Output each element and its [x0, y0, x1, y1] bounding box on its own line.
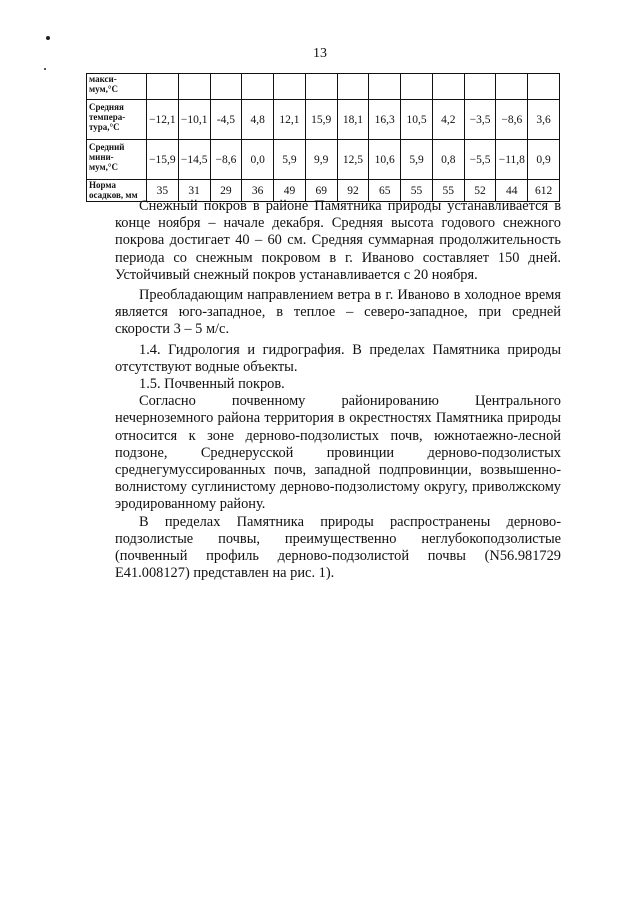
table-cell — [210, 74, 242, 100]
table-cell: −15,9 — [147, 140, 179, 180]
body-text — [115, 198, 561, 582]
table-cell: −11,8 — [496, 140, 528, 180]
page-number: 13 — [313, 46, 327, 61]
table-cell — [369, 74, 401, 100]
table-cell: 5,9 — [401, 140, 433, 180]
table-cell: 36 — [242, 180, 274, 202]
row-label — [87, 74, 147, 100]
table-cell: 29 — [210, 180, 242, 202]
table-cell — [274, 74, 306, 100]
table-row — [87, 100, 560, 140]
table-cell: 31 — [178, 180, 210, 202]
table-cell: 4,2 — [432, 100, 464, 140]
table-cell: 9,9 — [305, 140, 337, 180]
table-cell: 55 — [401, 180, 433, 202]
row-label-line: Средний — [89, 142, 125, 152]
climate-table — [86, 73, 560, 202]
paragraph-snow-cover: Снежный покров в районе Памятника природы устанавливается в конце ноября – начале декабря. Средняя высота годового снежного покрова достигает 40 – 60 см. Средняя суммарная продолжительность периода со снежным покровом в г. Иваново составляет 150 дней. Устойчивый снежный покров устанавливается с 20 ноября. — [115, 198, 561, 283]
table-cell: 612 — [528, 180, 560, 202]
table-cell: −8,6 — [496, 100, 528, 140]
paragraph-wind: Преобладающим направлением ветра в г. Иваново в холодное время является юго-западное, в теплое – северо-западное, при средней скорости 3 – 5 м/с. — [115, 287, 561, 338]
table-cell: 3,6 — [528, 100, 560, 140]
paragraph-soil-zoning: Согласно почвенному районированию Центрального нечерноземного района территория в окрестностях Памятника природы относится к зоне дерново-подзолистых почв, южнотаежно-лесной подзоне, Среднерусской провинции дерново-подзолистых среднегумуссированных почв, западной подпровинции, возвышенно-волнистому суглинистому дерново-подзолистому округу, приволжскому эродированному району. — [115, 393, 561, 513]
table-cell: 18,1 — [337, 100, 369, 140]
table-cell: 16,3 — [369, 100, 401, 140]
table-cell: −14,5 — [178, 140, 210, 180]
scan-mark — [44, 68, 46, 70]
table-cell: 69 — [305, 180, 337, 202]
table-cell: 15,9 — [305, 100, 337, 140]
row-label — [87, 100, 147, 140]
table-cell: -4,5 — [210, 100, 242, 140]
table-cell — [401, 74, 433, 100]
table-cell: 55 — [432, 180, 464, 202]
table-cell — [305, 74, 337, 100]
table-cell: −10,1 — [178, 100, 210, 140]
table-row — [87, 140, 560, 180]
table-cell: 0,0 — [242, 140, 274, 180]
table-cell — [337, 74, 369, 100]
table-cell — [147, 74, 179, 100]
table-cell: −5,5 — [464, 140, 496, 180]
row-label-line: осадков, мм — [89, 190, 138, 200]
table-cell: 5,9 — [274, 140, 306, 180]
table-cell: 10,5 — [401, 100, 433, 140]
row-label-line: мум,°C — [89, 84, 118, 94]
table-cell: 35 — [147, 180, 179, 202]
table-cell — [528, 74, 560, 100]
row-label-line: Средняя — [89, 102, 124, 112]
table-cell — [432, 74, 464, 100]
paragraph-hydrology: 1.4. Гидрология и гидрография. В пределах Памятника природы отсутствуют водные объекты. — [115, 341, 561, 375]
table-cell: −3,5 — [464, 100, 496, 140]
table-cell: 65 — [369, 180, 401, 202]
table-cell — [242, 74, 274, 100]
table-cell: 44 — [496, 180, 528, 202]
row-label — [87, 140, 147, 180]
table-cell: 12,1 — [274, 100, 306, 140]
row-label-line: темпера- — [89, 112, 126, 122]
row-label-line: макси- — [89, 74, 117, 84]
table-cell — [496, 74, 528, 100]
table-cell: 4,8 — [242, 100, 274, 140]
table-cell — [178, 74, 210, 100]
table-cell: −8,6 — [210, 140, 242, 180]
table-cell: 52 — [464, 180, 496, 202]
table-cell: 92 — [337, 180, 369, 202]
table-cell: 10,6 — [369, 140, 401, 180]
row-label-line: тура,°C — [89, 122, 120, 132]
row-label-line: Норма — [89, 180, 116, 190]
table-cell: 12,5 — [337, 140, 369, 180]
table-row — [87, 74, 560, 100]
table-cell: 0,9 — [528, 140, 560, 180]
table-cell: 49 — [274, 180, 306, 202]
section-heading-soil: 1.5. Почвенный покров. — [139, 376, 285, 393]
row-label-line: мум,°C — [89, 162, 118, 172]
table-cell: −12,1 — [147, 100, 179, 140]
scan-mark — [46, 36, 50, 40]
row-label-line: мини- — [89, 152, 114, 162]
table-cell — [464, 74, 496, 100]
table-cell: 0,8 — [432, 140, 464, 180]
paragraph-soil-types: В пределах Памятника природы распространены дерново-подзолистые почвы, преимущественно неглубокоподзолистые (почвенный профиль дерново-подзолистой почвы (N56.981729 E41.008127) представлен на рис. 1). — [115, 513, 561, 582]
